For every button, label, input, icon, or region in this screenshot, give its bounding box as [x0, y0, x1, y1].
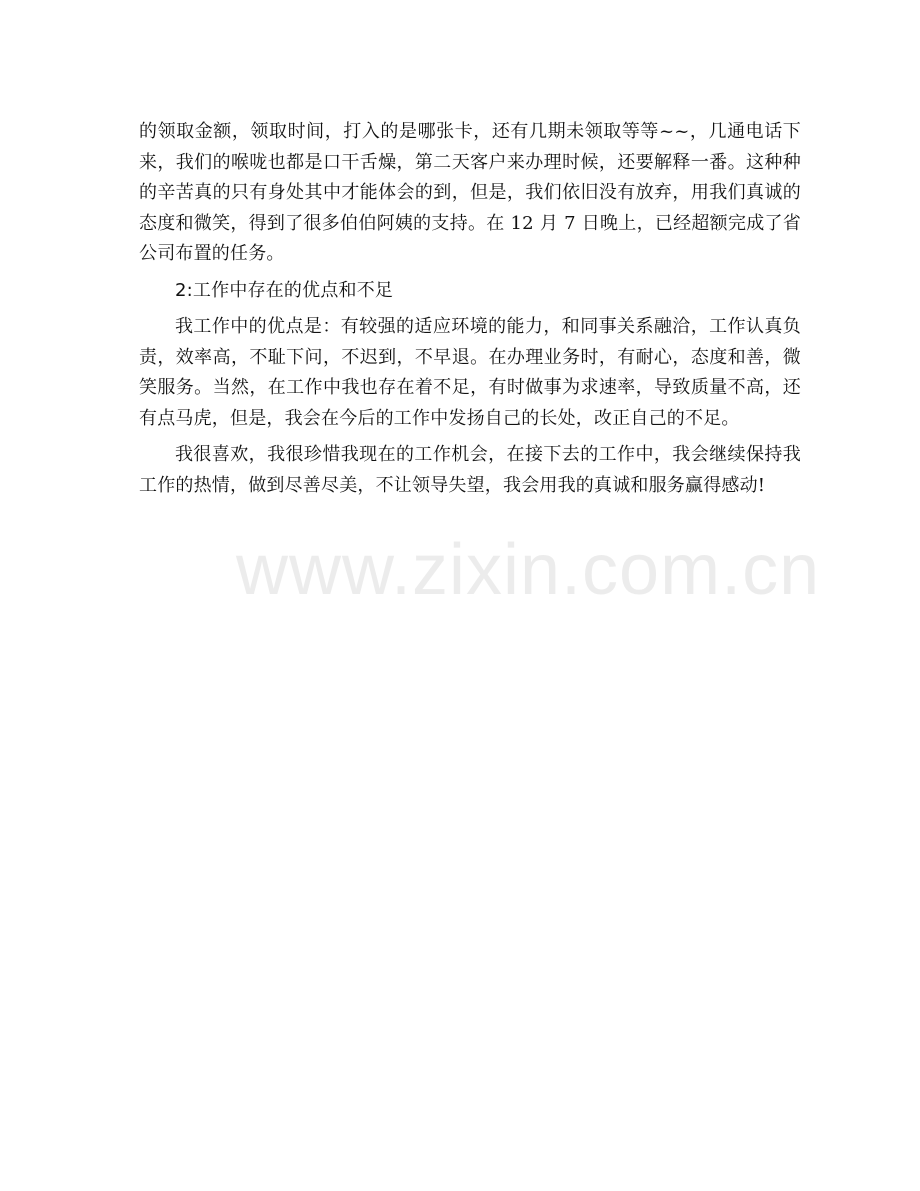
watermark: www.zixin.com.cn — [236, 530, 821, 610]
document-body — [139, 117, 801, 507]
section-heading: 2:工作中存在的优点和不足 — [175, 279, 394, 301]
paragraph-strengths-weaknesses: 我工作中的优点是：有较强的适应环境的能力，和同事关系融洽，工作认真负责，效率高，不耻下问，不迟到，不早退。在办理业务时，有耐心，态度和善，微笑服务。当然，在工作中我也存在着不足，有时做事为求速率，导致质量不高，还有点马虎，但是，我会在今后的工作中发扬自己的长处，改正自己的不足。 — [139, 316, 801, 429]
paragraph-conclusion: 我很喜欢，我很珍惜我现在的工作机会，在接下去的工作中，我会继续保持我工作的热情，做到尽善尽美，不让领导失望，我会用我的真诚和服务赢得感动! — [139, 444, 801, 496]
paragraph-continuation: 的领取金额，领取时间，打入的是哪张卡，还有几期未领取等等~~，几通电话下来，我们的喉咙也都是口干舌燥，第二天客户来办理时候，还要解释一番。这种种的辛苦真的只有身处其中才能体会的到，但是，我们依旧没有放弃，用我们真诚的态度和微笑，得到了很多伯伯阿姨的支持。在 12 月 7 日晚上，已经超额完成了省公司布置的任务。 — [139, 121, 801, 264]
